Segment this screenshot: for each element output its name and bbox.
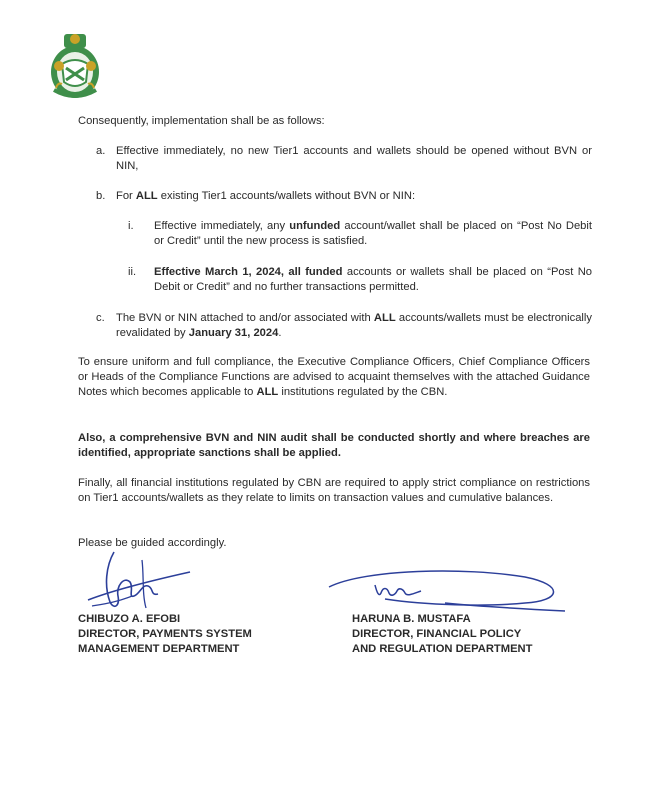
list-marker: i. [128, 220, 134, 232]
signatory-title: DIRECTOR, FINANCIAL POLICY [352, 628, 522, 640]
bold-span: unfunded [289, 220, 341, 232]
bold-span: Effective March 1, 2024, all funded [154, 266, 343, 278]
bold-span: January 31, 2024 [188, 327, 279, 339]
signatory-right [352, 612, 532, 657]
list-marker: ii. [128, 266, 137, 278]
text-span: accounts/wallets must be electronically revalidated by [116, 312, 593, 339]
signatory-left [78, 612, 252, 657]
text-span: To ensure uniform and full compliance, the Executive Compliance Officers, Chief Compliance Officers or Heads of the Compliance Functions are advised to acquaint themselves with the attached Guidance Notes which becomes applicable to [78, 356, 590, 398]
signatory-name: HARUNA B. MUSTAFA [352, 613, 471, 625]
list-marker: a. [96, 145, 106, 157]
sub-item-i [128, 219, 592, 249]
compliance-paragraph [78, 355, 590, 400]
text-span: Effective immediately, any [154, 220, 290, 232]
list-marker: b. [96, 190, 106, 202]
text-span: For [116, 190, 136, 202]
list-item-text [96, 189, 592, 204]
text-span: The BVN or NIN attached to and/or associated with [116, 312, 374, 324]
sub-item-ii [128, 265, 592, 295]
signatory-title: DIRECTOR, PAYMENTS SYSTEM [78, 628, 252, 640]
list-item-c [96, 311, 592, 341]
signature-right-icon [325, 563, 570, 615]
bold-span: ALL [135, 190, 158, 202]
signature-left-icon [84, 546, 194, 618]
text-span: institutions regulated by the CBN. [278, 386, 448, 398]
list-item-a [96, 144, 592, 174]
signatory-department: MANAGEMENT DEPARTMENT [78, 643, 240, 655]
bold-span: ALL [373, 312, 396, 324]
text-span: account/wallet shall be placed on “Post No Debit or Credit” until the new process is satisfied. [154, 220, 592, 247]
signatory-name: CHIBUZO A. EFOBI [78, 613, 181, 625]
list-marker: c. [96, 312, 105, 324]
text-span: . [278, 327, 282, 339]
list-item-text: Effective immediately, no new Tier1 accounts and wallets should be opened without BVN or NIN, [116, 145, 592, 172]
final-paragraph: Finally, all financial institutions regulated by CBN are required to apply strict compliance on restrictions on Tier1 accounts/wallets as they relate to limits on transaction values and cumulative balances. [78, 477, 590, 504]
list-item-b [96, 189, 592, 204]
text-span: existing Tier1 accounts/wallets without BVN or NIN: [157, 190, 416, 202]
signatory-department: AND REGULATION DEPARTMENT [352, 643, 533, 655]
intro-paragraph: Consequently, implementation shall be as follows: [78, 115, 325, 127]
bold-span: ALL [256, 386, 279, 398]
list-item-text [128, 219, 592, 249]
list-item-text [96, 311, 592, 341]
cbn-crest-icon [46, 28, 104, 106]
list-item-text [128, 265, 592, 295]
text-span: accounts or wallets shall be placed on “Post No Debit or Credit” and no further transactions permitted. [154, 266, 592, 293]
audit-paragraph: Also, a comprehensive BVN and NIN audit shall be conducted shortly and where breaches are identified, appropriate sanctions shall be applied. [78, 432, 590, 459]
closing-line: Please be guided accordingly. [78, 537, 227, 549]
